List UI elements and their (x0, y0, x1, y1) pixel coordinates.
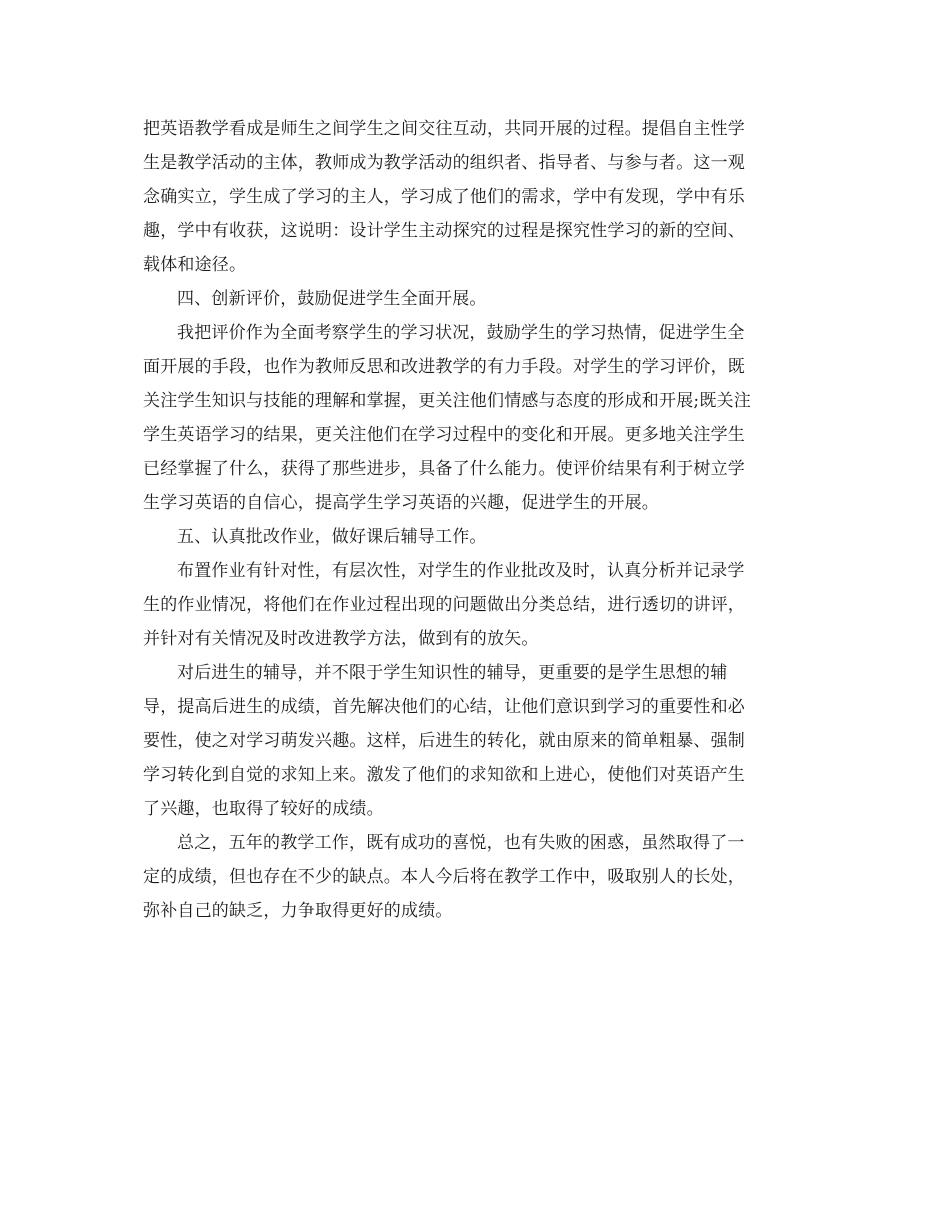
document-body (143, 112, 808, 928)
paragraph-line: 学生英语学习的结果，更关注他们在学习过程中的变化和开展。更多地关注学生 (143, 425, 745, 445)
paragraph-line: 趣，学中有收获，这说明：设计学生主动探究的过程是探究性学习的新的空间、 (143, 221, 745, 241)
paragraph-line: 要性，使之对学习萌发兴趣。这样，后进生的转化，就由原来的简单粗暴、强制 (143, 731, 745, 751)
paragraph-line: 总之，五年的教学工作，既有成功的喜悦，也有失败的困惑，虽然取得了一 (177, 833, 745, 853)
paragraph-line: 导，提高后进生的成绩，首先解决他们的心结，让他们意识到学习的重要性和必 (143, 697, 745, 717)
section-heading-4: 四、创新评价，鼓励促进学生全面开展。 (177, 289, 487, 309)
paragraph-line: 了兴趣，也取得了较好的成绩。 (143, 799, 384, 819)
paragraph-line: 我把评价作为全面考察学生的学习状况，鼓励学生的学习热情，促进学生全 (177, 323, 745, 343)
paragraph-line: 布置作业有针对性，有层次性，对学生的作业批改及时，认真分析并记录学 (177, 561, 745, 581)
paragraph-line: 生学习英语的自信心，提高学生学习英语的兴趣，促进学生的开展。 (143, 493, 659, 513)
paragraph-line: 学习转化到自觉的求知上来。激发了他们的求知欲和上进心，使他们对英语产生 (143, 765, 745, 785)
paragraph-line: 定的成绩，但也存在不少的缺点。本人今后将在教学工作中，吸取别人的长处， (143, 867, 745, 887)
paragraph-line: 弥补自己的缺乏，力争取得更好的成绩。 (143, 901, 453, 921)
paragraph-line: 念确实立，学生成了学习的主人，学习成了他们的需求，学中有发现，学中有乐 (143, 187, 745, 207)
paragraph-line: 已经掌握了什么，获得了那些进步，具备了什么能力。使评价结果有利于树立学 (143, 459, 745, 479)
paragraph-line: 载体和途径。 (143, 255, 247, 275)
paragraph-line: 并针对有关情况及时改进教学方法，做到有的放矢。 (143, 629, 539, 649)
section-heading-5: 五、认真批改作业，做好课后辅导工作。 (177, 527, 487, 547)
paragraph-line: 关注学生知识与技能的理解和掌握，更关注他们情感与态度的形成和开展;既关注 (143, 391, 751, 411)
paragraph-line: 生是教学活动的主体，教师成为教学活动的组织者、指导者、与参与者。这一观 (143, 153, 745, 173)
paragraph-line: 面开展的手段，也作为教师反思和改进教学的有力手段。对学生的学习评价，既 (143, 357, 745, 377)
paragraph-line: 生的作业情况，将他们在作业过程出现的问题做出分类总结，进行透切的讲评， (143, 595, 745, 615)
paragraph-line: 对后进生的辅导，并不限于学生知识性的辅导，更重要的是学生思想的辅 (177, 663, 728, 683)
paragraph-line: 把英语教学看成是师生之间学生之间交往互动，共同开展的过程。提倡自主性学 (143, 119, 745, 139)
